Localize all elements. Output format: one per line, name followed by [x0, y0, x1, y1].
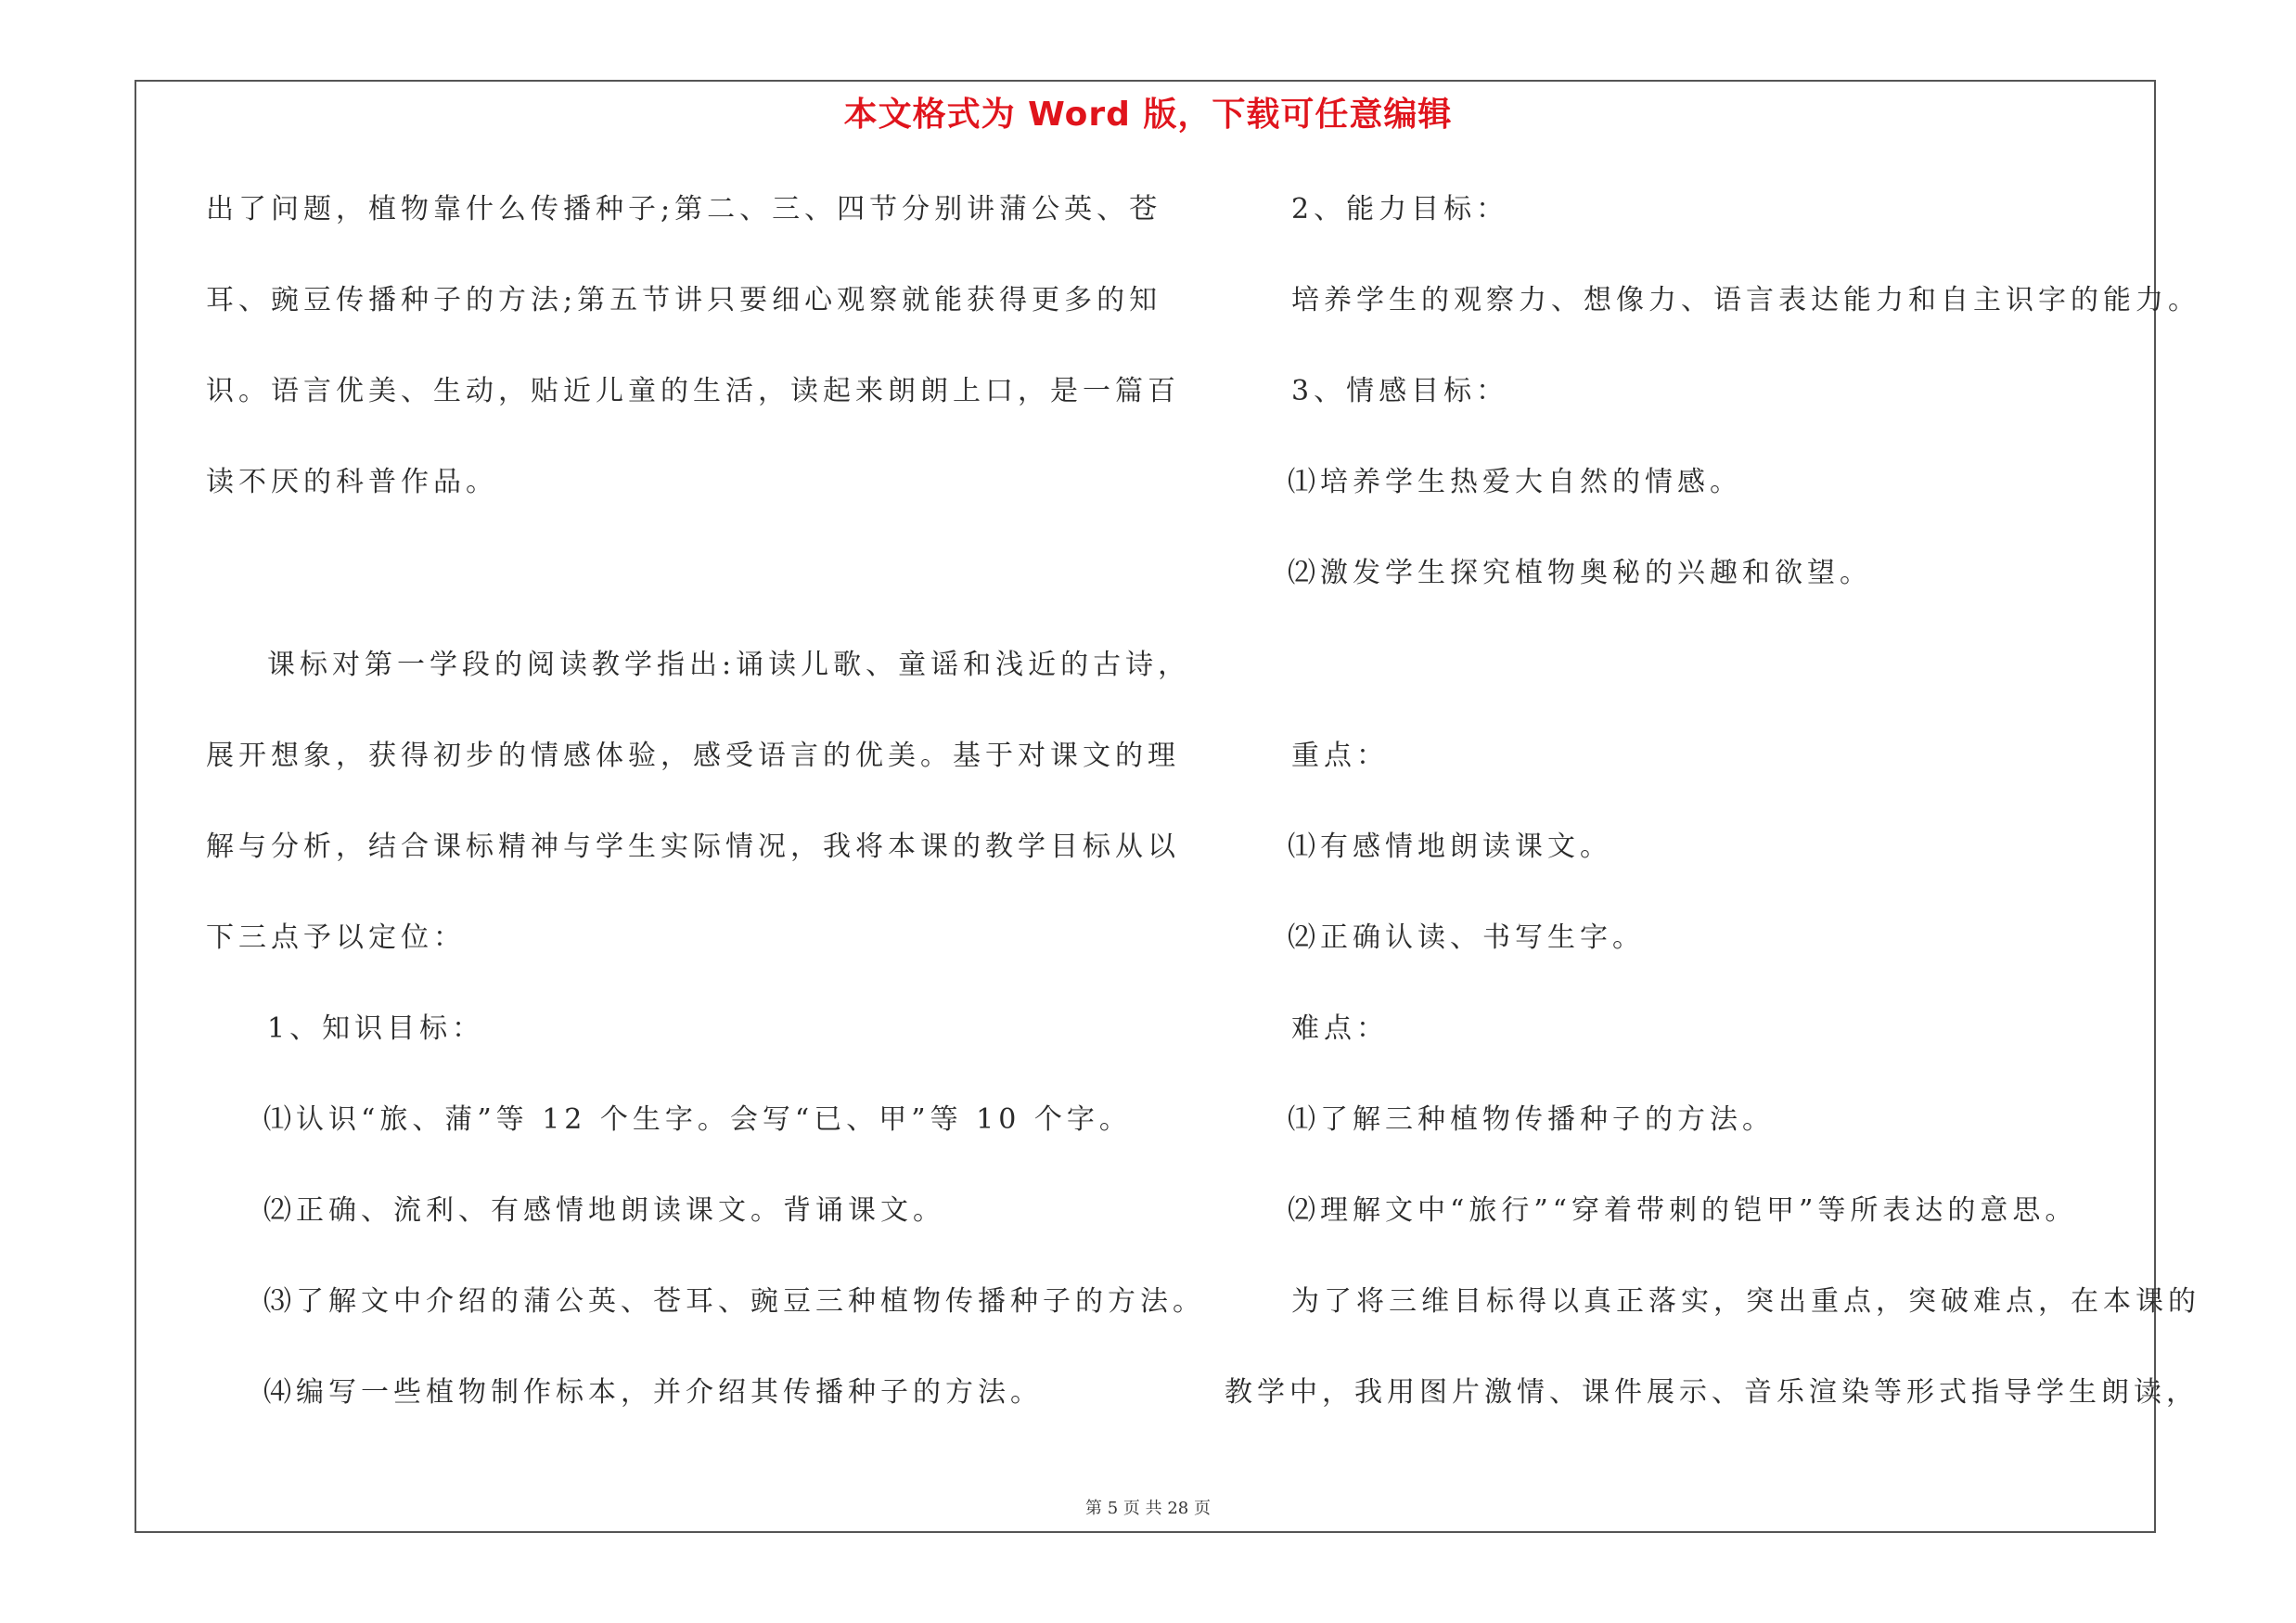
list-item: ⑴了解三种植物传播种子的方法。	[1288, 1103, 1775, 1136]
paragraph-line: 下三点予以定位：	[206, 921, 466, 954]
list-item: ⑵正确、流利、有感情地朗读课文。背诵课文。	[263, 1194, 945, 1227]
list-item: ⑶了解文中介绍的蒲公英、苍耳、豌豆三种植物传播种子的方法。	[263, 1285, 1205, 1318]
paragraph-line: 解与分析，结合课标精神与学生实际情况，我将本课的教学目标从以	[206, 831, 1180, 863]
paragraph-line: 教学中，我用图片激情、课件展示、音乐渲染等形式指导学生朗读，	[1225, 1376, 2199, 1409]
paragraph-line: 出了问题，植物靠什么传播种子;第二、三、四节分别讲蒲公英、苍	[206, 193, 1162, 225]
paragraph-line: 读不厌的科普作品。	[206, 466, 498, 498]
list-item: ⑵理解文中“旅行”“穿着带刺的铠甲”等所表达的意思。	[1288, 1194, 2078, 1227]
section-heading: 1、知识目标：	[267, 1012, 485, 1045]
list-item: ⑴培养学生热爱大自然的情感。	[1288, 466, 1742, 498]
paragraph-line: 为了将三维目标得以真正落实，突出重点，突破难点，在本课的	[1291, 1285, 2200, 1318]
format-banner: 本文格式为 Word 版，下载可任意编辑	[843, 96, 1453, 134]
section-heading: 3、情感目标：	[1291, 375, 1509, 407]
list-item: ⑴认识“旅、蒲”等 12 个生字。会写“已、甲”等 10 个字。	[263, 1103, 1132, 1136]
section-heading: 2、能力目标：	[1291, 193, 1509, 225]
list-item: ⑵正确认读、书写生字。	[1288, 921, 1645, 954]
paragraph-line: 展开想象，获得初步的情感体验，感受语言的优美。基于对课文的理	[206, 740, 1180, 772]
page-number: 第 5 页 共 28 页	[1085, 1499, 1211, 1518]
paragraph-line: 课标对第一学段的阅读教学指出:诵读儿歌、童谣和浅近的古诗，	[267, 649, 1191, 681]
list-item: ⑵激发学生探究植物奥秘的兴趣和欲望。	[1288, 557, 1872, 589]
section-heading: 难点：	[1291, 1012, 1389, 1045]
paragraph-line: 识。语言优美、生动，贴近儿童的生活，读起来朗朗上口，是一篇百	[206, 375, 1180, 407]
list-item: ⑴有感情地朗读课文。	[1288, 831, 1612, 863]
section-heading: 重点：	[1291, 740, 1389, 772]
paragraph-line: 耳、豌豆传播种子的方法;第五节讲只要细心观察就能获得更多的知	[206, 284, 1162, 316]
list-item: ⑷编写一些植物制作标本，并介绍其传播种子的方法。	[263, 1376, 1043, 1409]
paragraph-line: 培养学生的观察力、想像力、语言表达能力和自主识字的能力。	[1291, 284, 2200, 316]
